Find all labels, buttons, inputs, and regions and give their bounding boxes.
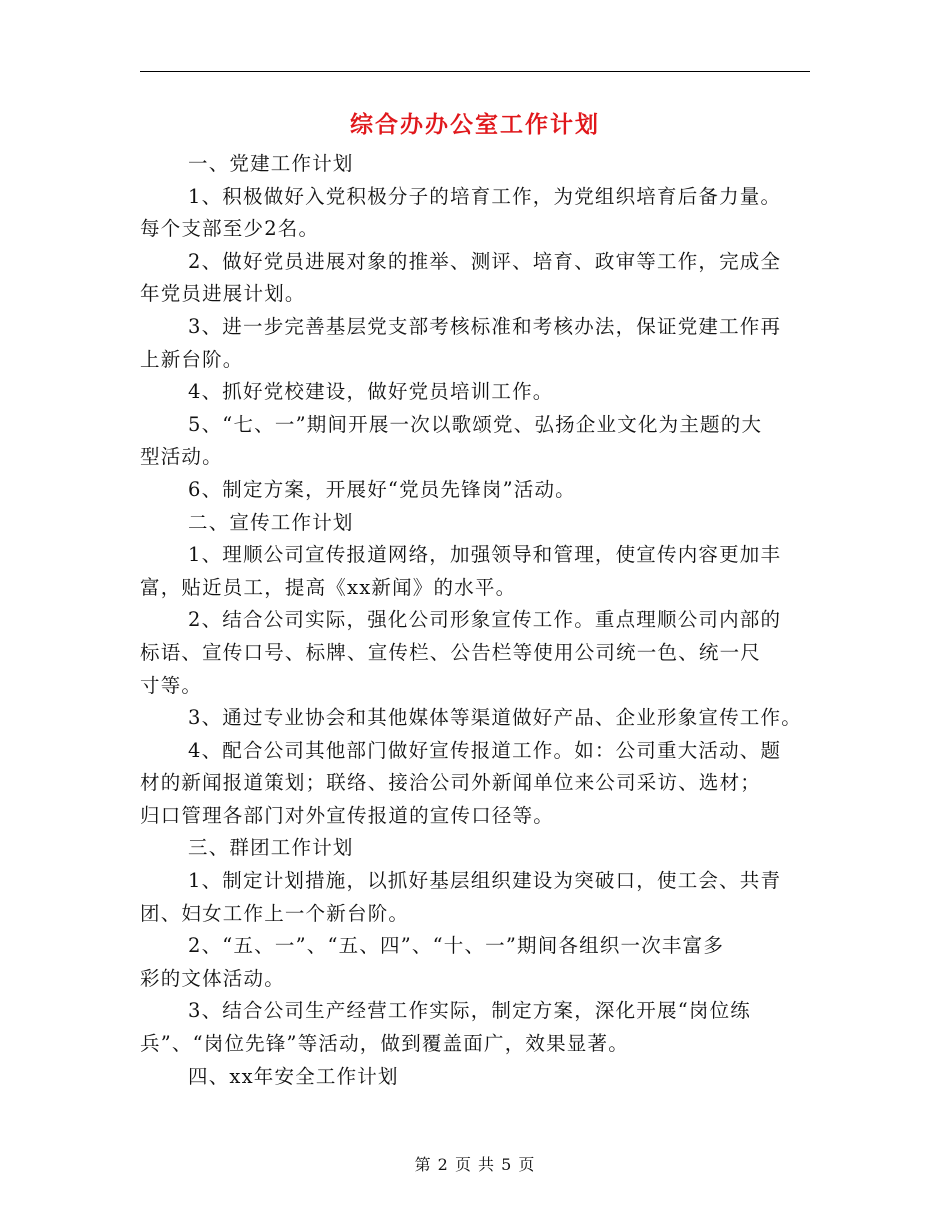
body-line: 三、群团工作计划 bbox=[188, 836, 354, 860]
body-line: 归口管理各部门对外宣传报道的宣传口径等。 bbox=[140, 803, 555, 827]
body-line: 3、通过专业协会和其他媒体等渠道做好产品、企业形象宣传工作。 bbox=[188, 706, 802, 730]
body-line: 型活动。 bbox=[140, 445, 223, 469]
page-number-footer: 第 2 页 共 5 页 bbox=[414, 1155, 536, 1174]
body-line: 3、结合公司生产经营工作实际，制定方案，深化开展“岗位练 bbox=[188, 999, 751, 1023]
body-line: 4、配合公司其他部门做好宣传报道工作。如：公司重大活动、题 bbox=[188, 738, 782, 762]
body-line: 兵”、“岗位先锋”等活动，做到覆盖面广，效果显著。 bbox=[140, 1032, 629, 1056]
body-line: 2、做好党员进展对象的推举、测评、培育、政审等工作，完成全 bbox=[188, 249, 782, 273]
body-line: 二、宣传工作计划 bbox=[188, 510, 354, 534]
body-line: 1、理顺公司宣传报道网络，加强领导和管理，使宣传内容更加丰 bbox=[188, 543, 782, 567]
body-line: 材的新闻报道策划；联络、接洽公司外新闻单位来公司采访、选材； bbox=[140, 771, 762, 795]
body-line: 2、结合公司实际，强化公司形象宣传工作。重点理顺公司内部的 bbox=[188, 608, 782, 632]
body-line: 1、制定计划措施，以抓好基层组织建设为突破口，使工会、共青 bbox=[188, 869, 782, 893]
body-line: 6、制定方案，开展好“党员先锋岗”活动。 bbox=[188, 477, 576, 501]
body-line: 5、“七、一”期间开展一次以歌颂党、弘扬企业文化为主题的大 bbox=[188, 412, 763, 436]
body-line: 上新台阶。 bbox=[140, 347, 244, 371]
body-line: 3、进一步完善基层党支部考核标准和考核办法，保证党建工作再 bbox=[188, 314, 782, 338]
body-line: 每个支部至少2名。 bbox=[140, 217, 320, 241]
body-line: 年党员进展计划。 bbox=[140, 282, 306, 306]
body-line: 彩的文体活动。 bbox=[140, 966, 285, 990]
body-line: 一、党建工作计划 bbox=[188, 152, 354, 175]
body-line: 标语、宣传口号、标牌、宣传栏、公告栏等使用公司统一色、统一尺 bbox=[140, 640, 762, 664]
body-line: 四、xx年安全工作计划 bbox=[188, 1064, 399, 1088]
header-rule bbox=[140, 71, 810, 72]
body-line: 1、积极做好入党积极分子的培育工作，为党组织培育后备力量。 bbox=[188, 184, 782, 208]
body-line: 富，贴近员工，提高《xx新闻》的水平。 bbox=[140, 575, 517, 599]
body-line: 2、“五、一”、“五、四”、“十、一”期间各组织一次丰富多 bbox=[188, 934, 725, 958]
document-title: 综合办办公室工作计划 bbox=[350, 111, 600, 138]
body-line: 团、妇女工作上一个新台阶。 bbox=[140, 901, 410, 925]
document-body bbox=[140, 148, 820, 1093]
body-line: 4、抓好党校建设，做好党员培训工作。 bbox=[188, 380, 554, 404]
body-line: 寸等。 bbox=[140, 673, 203, 697]
